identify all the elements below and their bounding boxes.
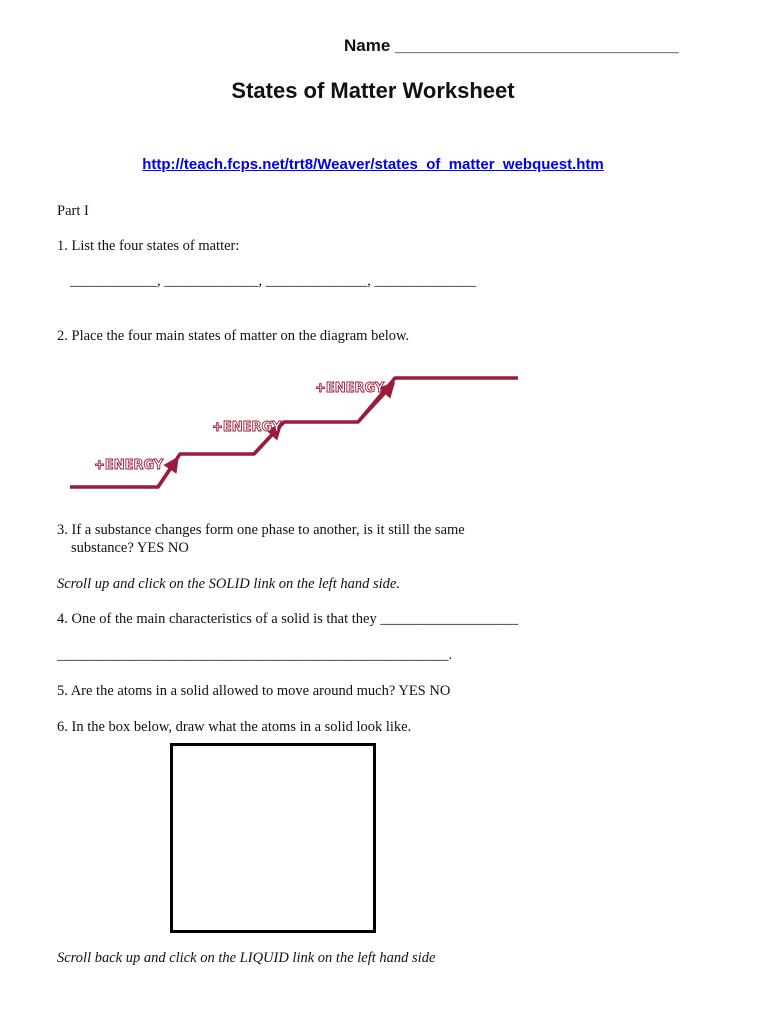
worksheet-title: States of Matter Worksheet <box>231 78 515 103</box>
question-1: 1. List the four states of matter: <box>57 238 240 254</box>
energy-label-1: +ENERGY <box>94 458 164 473</box>
question-4: 4. One of the main characteristics of a solid is that they ___________________ <box>57 611 519 627</box>
question-3-line-2: substance? YES NO <box>71 540 189 556</box>
question-3-line-1: 3. If a substance changes form one phase to another, is it still the same <box>57 522 465 538</box>
instruction-liquid: Scroll back up and click on the LIQUID link on the left hand side <box>57 950 436 966</box>
question-5: 5. Are the atoms in a solid allowed to move around much? YES NO <box>57 683 451 699</box>
question-6: 6. In the box below, draw what the atoms in a solid look like. <box>57 719 412 735</box>
question-4-continuation: ______________________________________________________. <box>57 647 453 663</box>
energy-label-3: +ENERGY <box>315 381 385 396</box>
webquest-link[interactable]: http://teach.fcps.net/trt8/Weaver/states_of_matter_webquest.htm <box>142 156 604 173</box>
drawing-box[interactable] <box>170 743 376 933</box>
question-2: 2. Place the four main states of matter on the diagram below. <box>57 328 410 344</box>
energy-staircase-diagram <box>60 368 530 496</box>
instruction-solid: Scroll up and click on the SOLID link on the left hand side. <box>57 576 400 592</box>
name-field-label: Name ______________________________ <box>344 36 679 55</box>
part-label: Part I <box>57 203 89 219</box>
energy-label-2: +ENERGY <box>212 420 282 435</box>
question-1-blanks: ____________, _____________, ______________, ______________ <box>70 273 476 289</box>
